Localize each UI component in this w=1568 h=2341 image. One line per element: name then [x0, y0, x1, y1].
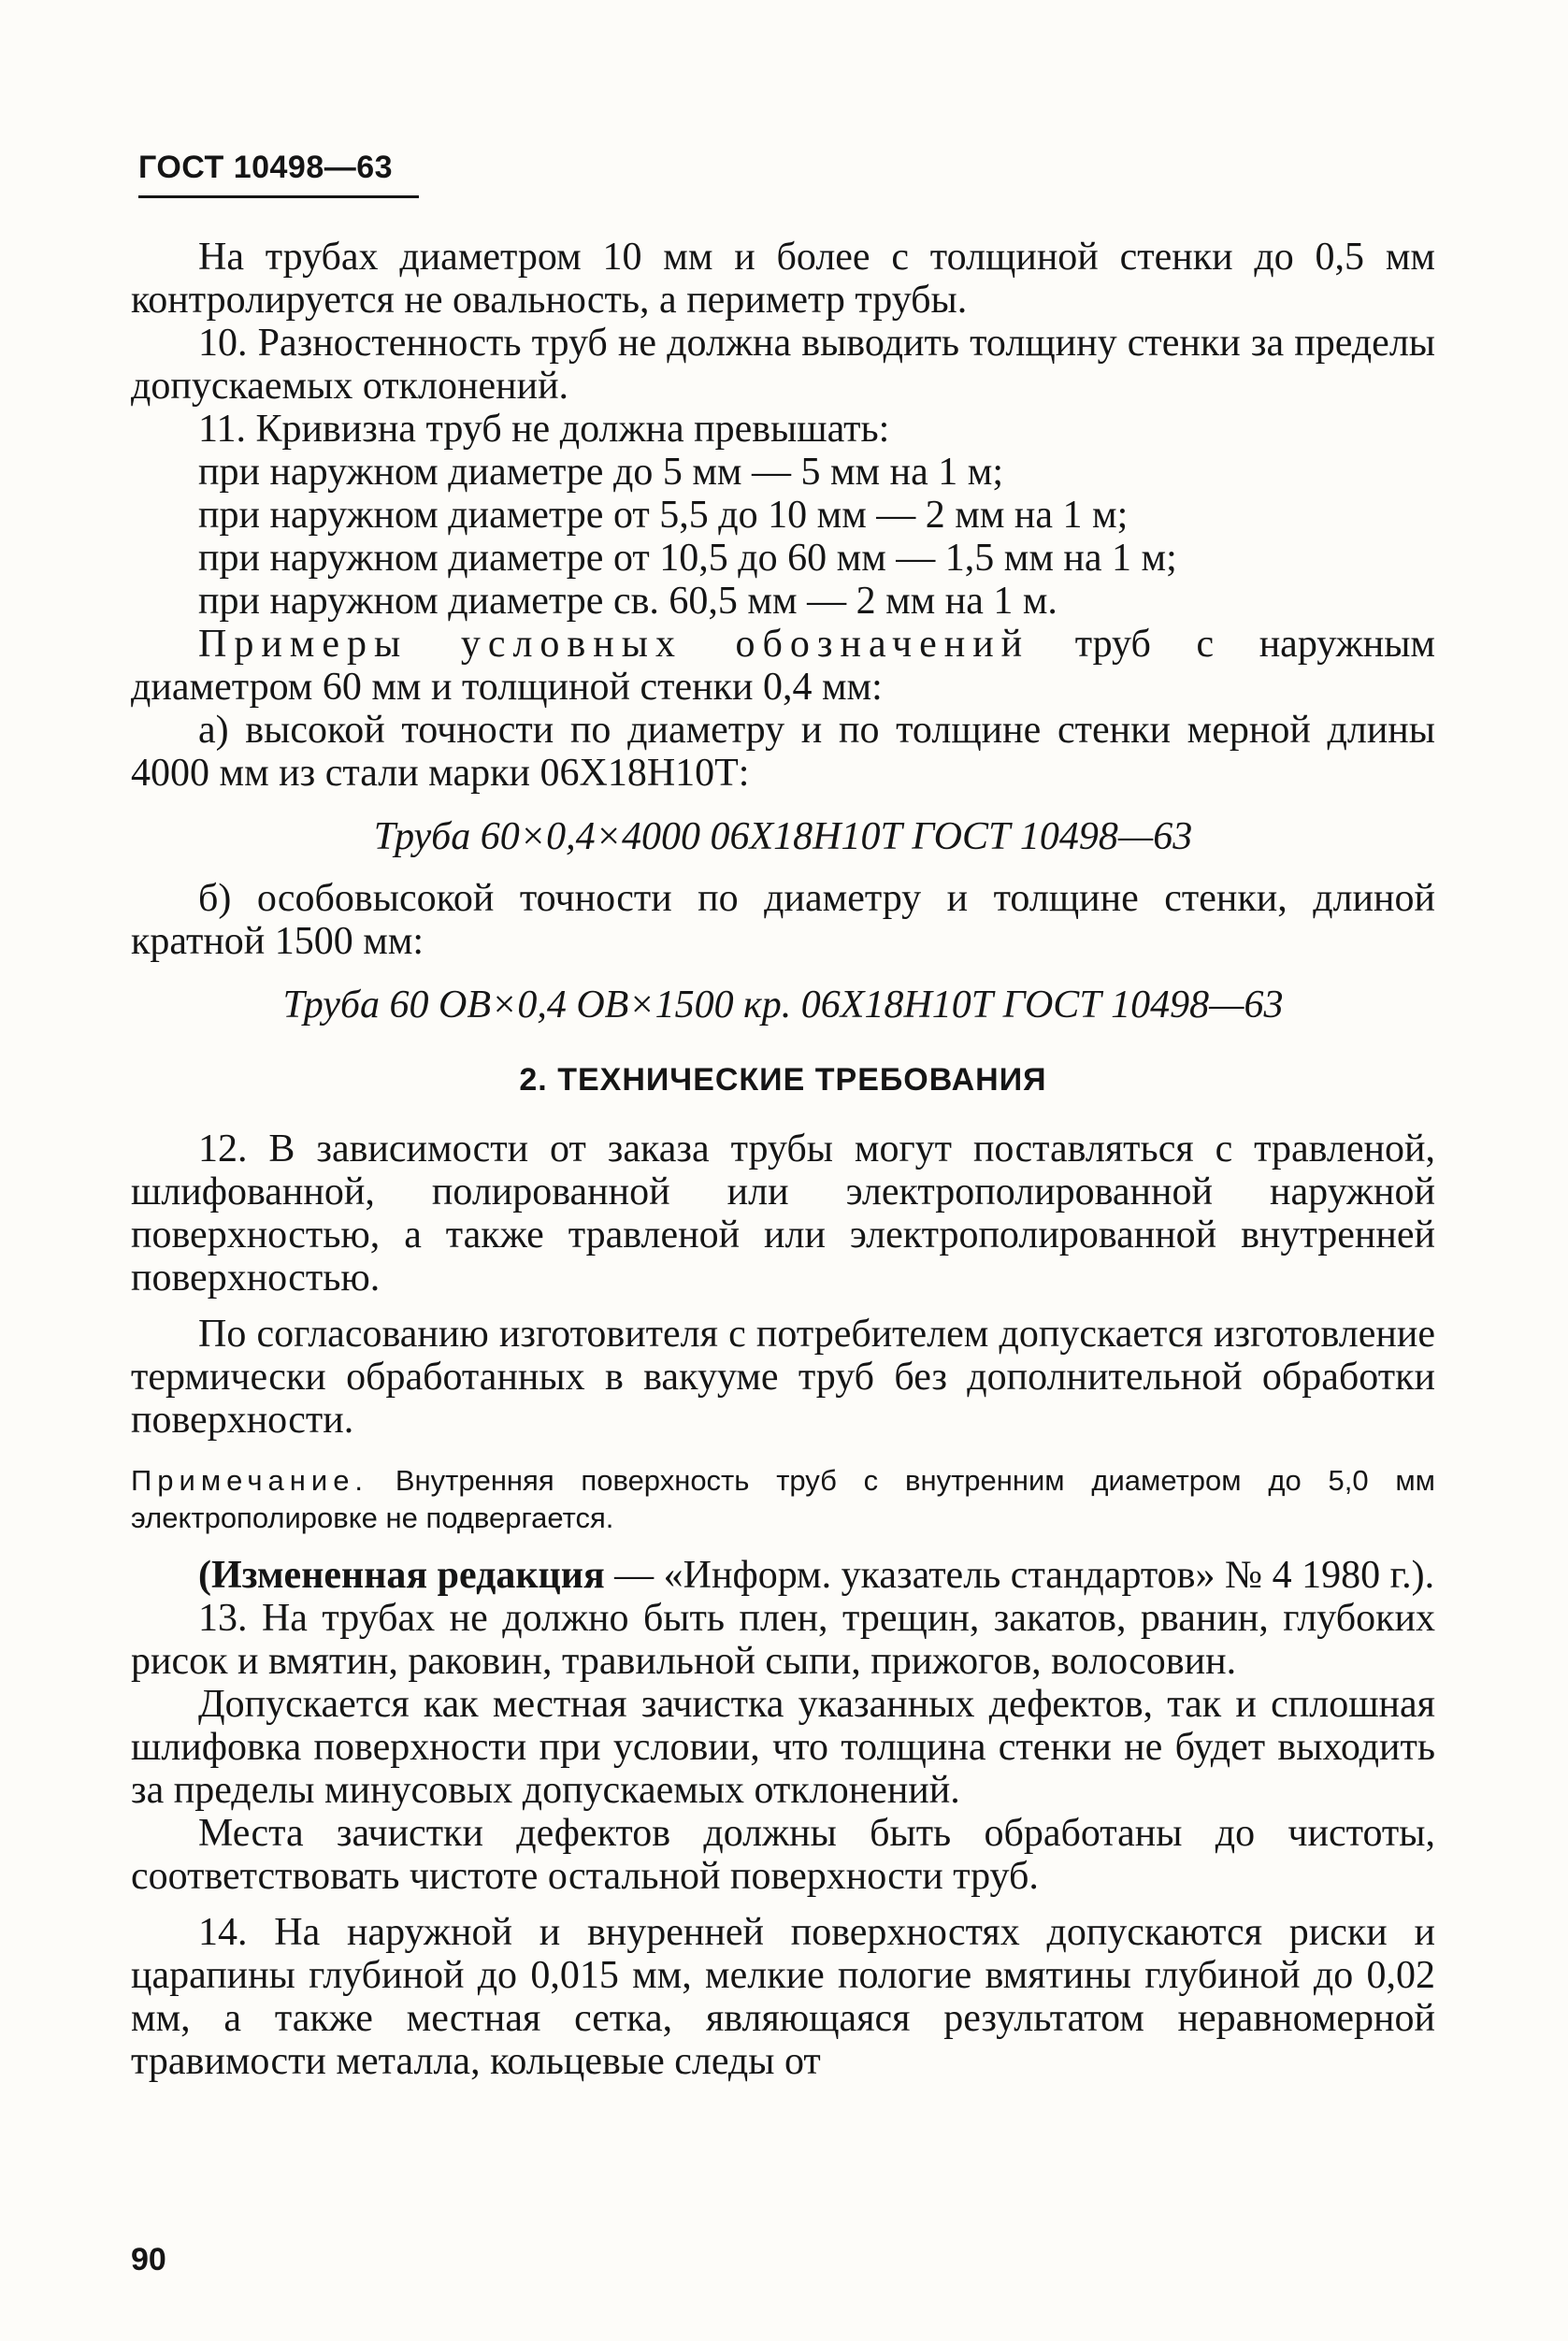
examples-label: Примеры условных обозначений: [198, 623, 1030, 666]
note-text: Внутренняя поверхность труб с внутренним диаметром до 5,0 мм электрополировке не подвергается.: [131, 1464, 1435, 1534]
designation-a: Труба 60×0,4×4000 06Х18Н10Т ГОСТ 10498—63: [373, 815, 1193, 858]
section-title: 2. ТЕХНИЧЕСКИЕ ТРЕБОВАНИЯ: [519, 1062, 1047, 1098]
standard-title: ГОСТ 10498—63: [138, 150, 419, 198]
designation-b: Труба 60 ОВ×0,4 ОВ×1500 кр. 06Х18Н10Т ГОСТ 10498—63: [282, 984, 1284, 1027]
clause-10: 10. Разностенность труб не должна выводить толщину стенки за пределы допускаемых отклонений.: [131, 322, 1435, 408]
clause-12: 12. В зависимости от заказа трубы могут поставляться с травленой, шлифованной, полированной или электрополированной наружной поверхностью, а также травленой или электрополированной внутренней поверхностью.: [131, 1127, 1435, 1300]
paragraph: По согласованию изготовителя с потребителем допускается изготовление термически обработанных в вакууме труб без дополнительной обработки поверхности.: [131, 1313, 1435, 1442]
note: [131, 1462, 1435, 1537]
clause-11: 11. Кривизна труб не должна превышать:: [198, 408, 890, 451]
document-body: [131, 236, 1435, 2083]
amendment-text: — «Информ. указатель стандартов» № 4 1980 г.).: [604, 1554, 1435, 1597]
paragraph: Места зачистки дефектов должны быть обработаны до чистоты, соответствовать чистоте остальной поверхности труб.: [131, 1812, 1435, 1898]
example-a: а) высокой точности по диаметру и по толщине стенки мерной длины 4000 мм из стали марки 06Х18Н10Т:: [131, 709, 1435, 795]
examples-text: труб с наружным диаметром 60 мм и толщиной стенки 0,4 мм:: [131, 623, 1436, 709]
paragraph: Допускается как местная зачистка указанных дефектов, так и сплошная шлифовка поверхности при условии, что толщина стенки не будет выходить за пределы минусовых допускаемых отклонений.: [131, 1683, 1435, 1812]
note-label: Примечание.: [131, 1464, 369, 1497]
page-number: 90: [131, 2242, 166, 2277]
curvature-item: при наружном диаметре от 5,5 до 10 мм — 2 мм на 1 м;: [198, 494, 1129, 537]
curvature-item: при наружном диаметре до 5 мм — 5 мм на 1 м;: [198, 451, 1003, 494]
curvature-item: при наружном диаметре св. 60,5 мм — 2 мм на 1 м.: [198, 580, 1057, 623]
clause-13: 13. На трубах не должно быть плен, трещин, закатов, рванин, глубоких рисок и вмятин, раковин, травильной сыпи, прижогов, волосовин.: [131, 1597, 1435, 1683]
clause-14: 14. На наружной и внуренней поверхностях допускаются риски и царапины глубиной до 0,015 мм, мелкие пологие вмятины глубиной до 0,02 мм, а также местная сетка, являющаяся результатом неравномерной травимости металла, кольцевые следы от: [131, 1911, 1435, 2083]
examples-paragraph: [131, 623, 1435, 709]
example-b: б) особовысокой точности по диаметру и толщине стенки, длиной кратной 1500 мм:: [131, 877, 1435, 963]
amendment-note: [131, 1554, 1435, 1597]
amendment-label: (Измененная редакция: [198, 1554, 605, 1597]
curvature-item: при наружном диаметре от 10,5 до 60 мм — 1,5 мм на 1 м;: [198, 537, 1177, 580]
page-header: [138, 150, 419, 198]
paragraph: На трубах диаметром 10 мм и более с толщиной стенки до 0,5 мм контролируется не овальность, а периметр трубы.: [131, 236, 1435, 322]
